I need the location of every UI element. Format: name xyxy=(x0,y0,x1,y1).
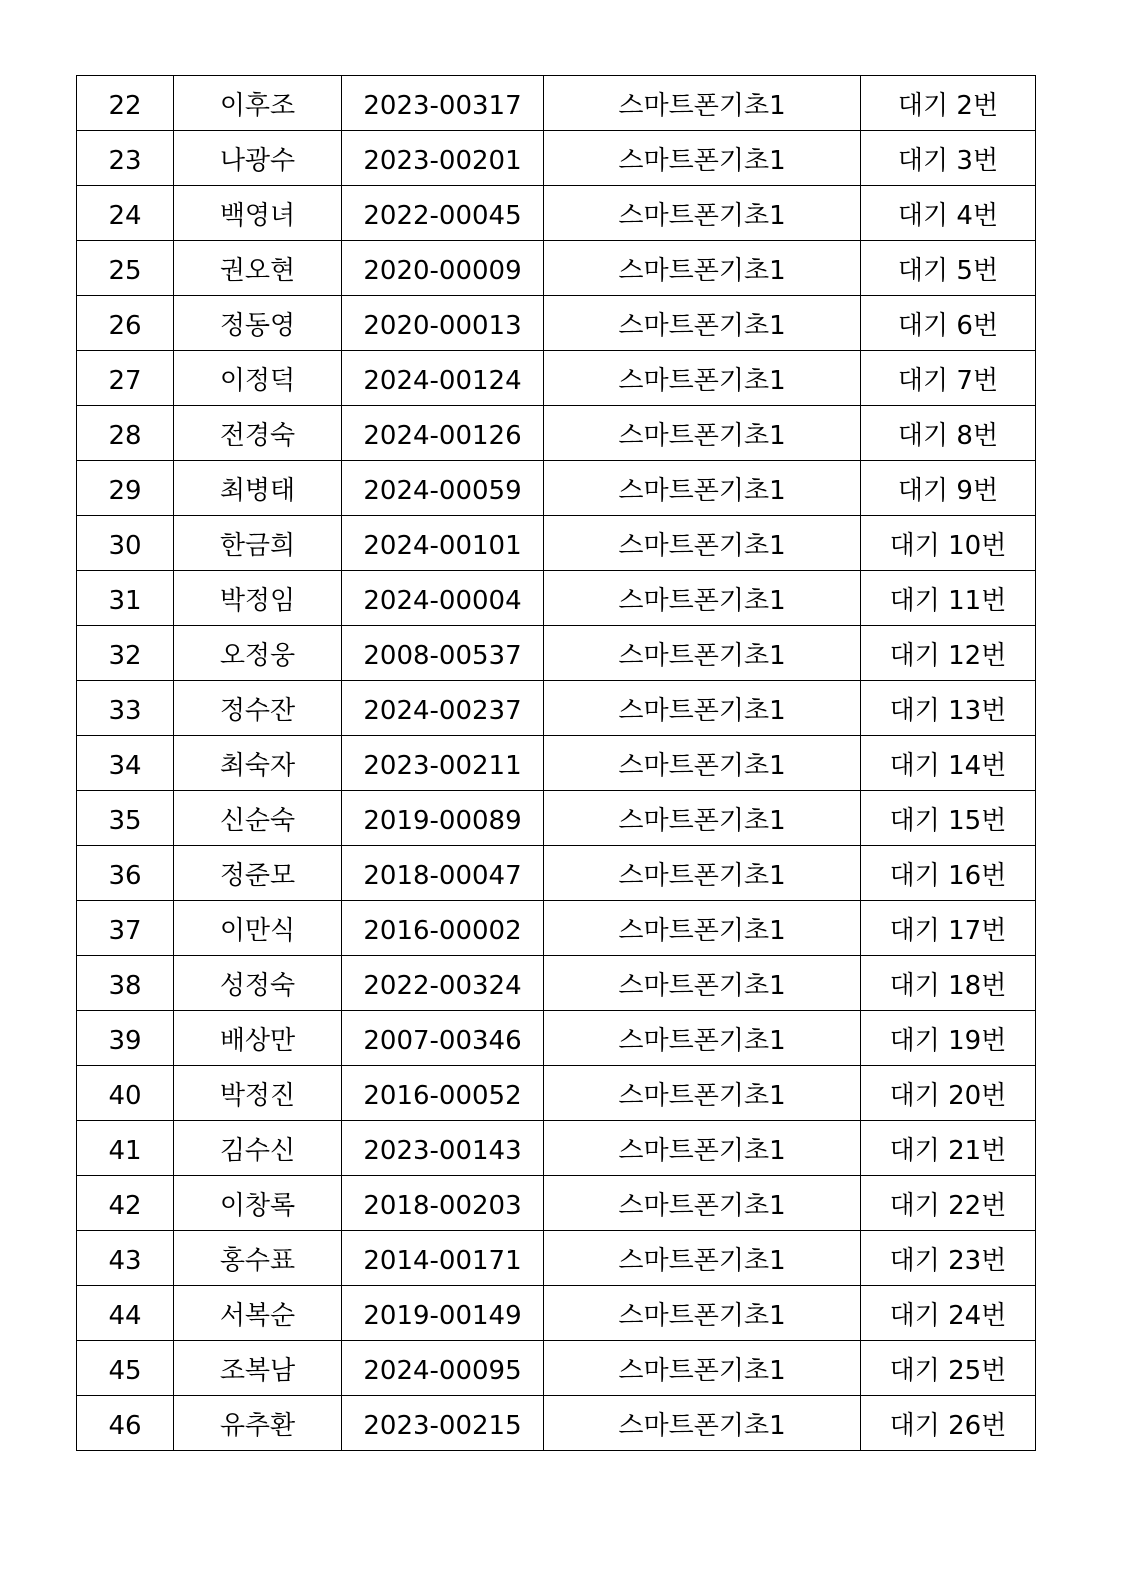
row-number-cell: 43 xyxy=(77,1231,174,1286)
row-number-cell: 33 xyxy=(77,681,174,736)
member-id-cell: 2023-00317 xyxy=(342,76,544,131)
member-id-cell: 2022-00045 xyxy=(342,186,544,241)
member-id-cell: 2007-00346 xyxy=(342,1011,544,1066)
row-number-cell: 40 xyxy=(77,1066,174,1121)
member-id-cell: 2018-00203 xyxy=(342,1176,544,1231)
table-row xyxy=(77,571,1036,626)
table-row xyxy=(77,1121,1036,1176)
table-row xyxy=(77,296,1036,351)
course-cell: 스마트폰기초1 xyxy=(544,736,861,791)
row-number-cell: 44 xyxy=(77,1286,174,1341)
name-cell: 박정임 xyxy=(174,571,342,626)
table-row xyxy=(77,901,1036,956)
member-id-cell: 2024-00124 xyxy=(342,351,544,406)
waitlist-status-cell: 대기 22번 xyxy=(861,1176,1036,1231)
member-id-cell: 2024-00095 xyxy=(342,1341,544,1396)
table-row xyxy=(77,956,1036,1011)
waitlist-status-cell: 대기 9번 xyxy=(861,461,1036,516)
waitlist-status-cell: 대기 20번 xyxy=(861,1066,1036,1121)
row-number-cell: 23 xyxy=(77,131,174,186)
member-id-cell: 2024-00101 xyxy=(342,516,544,571)
course-cell: 스마트폰기초1 xyxy=(544,1396,861,1451)
waitlist-status-cell: 대기 19번 xyxy=(861,1011,1036,1066)
name-cell: 이창록 xyxy=(174,1176,342,1231)
name-cell: 정수잔 xyxy=(174,681,342,736)
waitlist-status-cell: 대기 25번 xyxy=(861,1341,1036,1396)
course-cell: 스마트폰기초1 xyxy=(544,846,861,901)
table-row xyxy=(77,736,1036,791)
member-id-cell: 2016-00002 xyxy=(342,901,544,956)
table-row xyxy=(77,406,1036,461)
waitlist-status-cell: 대기 11번 xyxy=(861,571,1036,626)
row-number-cell: 46 xyxy=(77,1396,174,1451)
course-cell: 스마트폰기초1 xyxy=(544,1341,861,1396)
table-row xyxy=(77,351,1036,406)
waitlist-status-cell: 대기 6번 xyxy=(861,296,1036,351)
row-number-cell: 45 xyxy=(77,1341,174,1396)
table-row xyxy=(77,241,1036,296)
row-number-cell: 35 xyxy=(77,791,174,846)
member-id-cell: 2020-00009 xyxy=(342,241,544,296)
name-cell: 배상만 xyxy=(174,1011,342,1066)
course-cell: 스마트폰기초1 xyxy=(544,956,861,1011)
table-row xyxy=(77,461,1036,516)
row-number-cell: 32 xyxy=(77,626,174,681)
row-number-cell: 24 xyxy=(77,186,174,241)
name-cell: 신순숙 xyxy=(174,791,342,846)
name-cell: 성정숙 xyxy=(174,956,342,1011)
row-number-cell: 37 xyxy=(77,901,174,956)
name-cell: 백영녀 xyxy=(174,186,342,241)
name-cell: 유추환 xyxy=(174,1396,342,1451)
member-id-cell: 2024-00004 xyxy=(342,571,544,626)
table-row xyxy=(77,1286,1036,1341)
name-cell: 서복순 xyxy=(174,1286,342,1341)
waitlist-status-cell: 대기 15번 xyxy=(861,791,1036,846)
course-cell: 스마트폰기초1 xyxy=(544,131,861,186)
waitlist-status-cell: 대기 17번 xyxy=(861,901,1036,956)
table-row xyxy=(77,1341,1036,1396)
name-cell: 최숙자 xyxy=(174,736,342,791)
table-row xyxy=(77,1066,1036,1121)
course-cell: 스마트폰기초1 xyxy=(544,626,861,681)
row-number-cell: 41 xyxy=(77,1121,174,1176)
course-cell: 스마트폰기초1 xyxy=(544,1286,861,1341)
waitlist-status-cell: 대기 3번 xyxy=(861,131,1036,186)
waitlist-status-cell: 대기 21번 xyxy=(861,1121,1036,1176)
course-cell: 스마트폰기초1 xyxy=(544,1176,861,1231)
table-row xyxy=(77,516,1036,571)
waitlist-status-cell: 대기 23번 xyxy=(861,1231,1036,1286)
waitlist-status-cell: 대기 13번 xyxy=(861,681,1036,736)
course-cell: 스마트폰기초1 xyxy=(544,1066,861,1121)
row-number-cell: 39 xyxy=(77,1011,174,1066)
waitlist-status-cell: 대기 2번 xyxy=(861,76,1036,131)
member-id-cell: 2023-00143 xyxy=(342,1121,544,1176)
table-row xyxy=(77,846,1036,901)
member-id-cell: 2024-00126 xyxy=(342,406,544,461)
course-cell: 스마트폰기초1 xyxy=(544,461,861,516)
member-id-cell: 2008-00537 xyxy=(342,626,544,681)
waitlist-status-cell: 대기 4번 xyxy=(861,186,1036,241)
member-id-cell: 2014-00171 xyxy=(342,1231,544,1286)
waitlist-status-cell: 대기 8번 xyxy=(861,406,1036,461)
course-cell: 스마트폰기초1 xyxy=(544,76,861,131)
row-number-cell: 22 xyxy=(77,76,174,131)
waitlist-status-cell: 대기 14번 xyxy=(861,736,1036,791)
name-cell: 홍수표 xyxy=(174,1231,342,1286)
course-cell: 스마트폰기초1 xyxy=(544,681,861,736)
course-cell: 스마트폰기초1 xyxy=(544,1231,861,1286)
course-cell: 스마트폰기초1 xyxy=(544,406,861,461)
row-number-cell: 29 xyxy=(77,461,174,516)
row-number-cell: 28 xyxy=(77,406,174,461)
course-cell: 스마트폰기초1 xyxy=(544,571,861,626)
name-cell: 오정웅 xyxy=(174,626,342,681)
row-number-cell: 30 xyxy=(77,516,174,571)
row-number-cell: 34 xyxy=(77,736,174,791)
course-cell: 스마트폰기초1 xyxy=(544,296,861,351)
table-row xyxy=(77,131,1036,186)
course-cell: 스마트폰기초1 xyxy=(544,1011,861,1066)
member-id-cell: 2024-00059 xyxy=(342,461,544,516)
name-cell: 이만식 xyxy=(174,901,342,956)
table-row xyxy=(77,186,1036,241)
course-cell: 스마트폰기초1 xyxy=(544,516,861,571)
table-row xyxy=(77,1176,1036,1231)
table-row xyxy=(77,1011,1036,1066)
waitlist-status-cell: 대기 16번 xyxy=(861,846,1036,901)
row-number-cell: 25 xyxy=(77,241,174,296)
row-number-cell: 31 xyxy=(77,571,174,626)
waitlist-status-cell: 대기 18번 xyxy=(861,956,1036,1011)
course-cell: 스마트폰기초1 xyxy=(544,791,861,846)
row-number-cell: 38 xyxy=(77,956,174,1011)
row-number-cell: 36 xyxy=(77,846,174,901)
name-cell: 박정진 xyxy=(174,1066,342,1121)
waitlist-status-cell: 대기 24번 xyxy=(861,1286,1036,1341)
course-cell: 스마트폰기초1 xyxy=(544,351,861,406)
course-cell: 스마트폰기초1 xyxy=(544,1121,861,1176)
waitlist-status-cell: 대기 12번 xyxy=(861,626,1036,681)
member-id-cell: 2019-00089 xyxy=(342,791,544,846)
waitlist-status-cell: 대기 26번 xyxy=(861,1396,1036,1451)
name-cell: 정준모 xyxy=(174,846,342,901)
member-id-cell: 2020-00013 xyxy=(342,296,544,351)
name-cell: 권오현 xyxy=(174,241,342,296)
name-cell: 나광수 xyxy=(174,131,342,186)
course-cell: 스마트폰기초1 xyxy=(544,186,861,241)
name-cell: 이정덕 xyxy=(174,351,342,406)
member-id-cell: 2018-00047 xyxy=(342,846,544,901)
waitlist-status-cell: 대기 7번 xyxy=(861,351,1036,406)
table-row xyxy=(77,1231,1036,1286)
waitlist-table xyxy=(76,75,1036,1451)
member-id-cell: 2023-00211 xyxy=(342,736,544,791)
waitlist-status-cell: 대기 5번 xyxy=(861,241,1036,296)
waitlist-table-body xyxy=(77,76,1036,1451)
member-id-cell: 2024-00237 xyxy=(342,681,544,736)
member-id-cell: 2022-00324 xyxy=(342,956,544,1011)
name-cell: 최병태 xyxy=(174,461,342,516)
name-cell: 전경숙 xyxy=(174,406,342,461)
course-cell: 스마트폰기초1 xyxy=(544,901,861,956)
member-id-cell: 2016-00052 xyxy=(342,1066,544,1121)
row-number-cell: 26 xyxy=(77,296,174,351)
table-row xyxy=(77,626,1036,681)
member-id-cell: 2023-00201 xyxy=(342,131,544,186)
table-row xyxy=(77,76,1036,131)
course-cell: 스마트폰기초1 xyxy=(544,241,861,296)
name-cell: 조복남 xyxy=(174,1341,342,1396)
member-id-cell: 2019-00149 xyxy=(342,1286,544,1341)
name-cell: 정동영 xyxy=(174,296,342,351)
member-id-cell: 2023-00215 xyxy=(342,1396,544,1451)
name-cell: 김수신 xyxy=(174,1121,342,1176)
row-number-cell: 27 xyxy=(77,351,174,406)
table-row xyxy=(77,1396,1036,1451)
table-row xyxy=(77,791,1036,846)
row-number-cell: 42 xyxy=(77,1176,174,1231)
waitlist-status-cell: 대기 10번 xyxy=(861,516,1036,571)
name-cell: 이후조 xyxy=(174,76,342,131)
name-cell: 한금희 xyxy=(174,516,342,571)
table-row xyxy=(77,681,1036,736)
